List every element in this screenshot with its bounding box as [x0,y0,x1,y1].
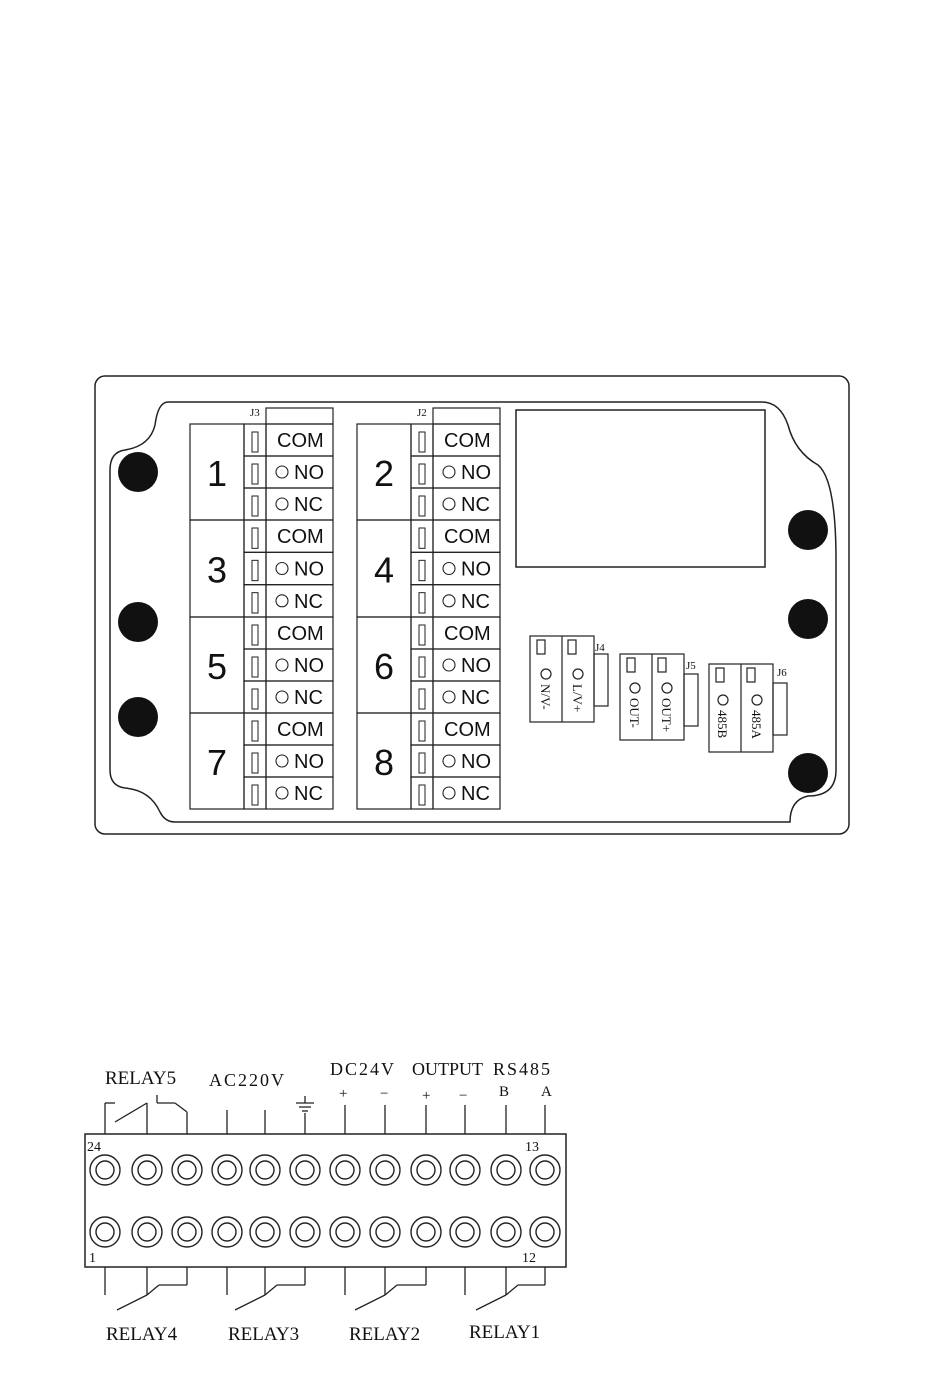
mounting-hole [118,602,158,642]
terminal-clip [411,585,433,617]
ground-icon [296,1096,314,1111]
terminal-label-no: NO [461,655,491,677]
terminal-screw [276,563,288,575]
terminal-slot [419,528,425,548]
terminal-screw-inner [456,1161,474,1179]
terminal-slot [419,432,425,452]
terminal-slot [252,528,258,548]
terminal-label-nc: NC [461,590,490,613]
wire [506,1285,518,1295]
terminal-label-no: NO [294,655,324,677]
terminal-label-nc: NC [294,783,323,805]
wire [385,1285,397,1295]
relay-number: 3 [206,549,228,591]
terminal-screw-inner [96,1161,114,1179]
j5-pin-label: OUT- [627,698,642,728]
label-a: A [541,1084,552,1100]
j4-pin-label: N/V- [538,684,553,710]
terminal-clip [244,488,266,520]
terminal-slot [252,464,258,484]
terminal-screw-inner [218,1161,236,1179]
terminal-clip [411,424,433,456]
terminal-screw-outer [330,1155,360,1185]
terminal-label-nc: NC [294,494,323,516]
terminal-label-com: COM [277,623,324,645]
terminal-slot [252,432,258,452]
connector-header [266,408,333,424]
terminal-clip [411,488,433,520]
terminal-slot [252,625,258,645]
terminal-screw [443,787,455,799]
terminal-screw-outer [212,1155,242,1185]
relay-number: 5 [206,646,228,687]
connector-label-j4: J4 [595,642,605,654]
terminal-screw [443,595,455,607]
terminal-screw-inner [138,1161,156,1179]
connector-label-j6: J6 [777,667,787,679]
terminal-label-com: COM [444,719,491,741]
terminal-screw [443,755,455,767]
terminal-label-com: COM [444,526,491,549]
label-b: B [499,1084,510,1100]
terminal-screw [276,659,288,671]
terminal-screw-inner [536,1161,554,1179]
relay-number: 8 [373,742,395,783]
terminal-slot [419,560,425,580]
terminal-screw-outer [450,1155,480,1185]
terminal-screw-outer [212,1217,242,1247]
label-rs485: RS485 [493,1059,553,1079]
terminal-label-no: NO [294,462,324,484]
connector-label-j3: J3 [250,407,260,419]
terminal-screw-inner [417,1223,435,1241]
terminal-screw-inner [336,1223,354,1241]
terminal-screw-outer [370,1155,400,1185]
terminal-slot [419,625,425,645]
mounting-hole [788,753,828,793]
terminal-slot [252,785,258,805]
relay-terminal-groups [190,408,500,809]
terminal-screw-outer [330,1217,360,1247]
terminal-wiring [105,1095,545,1310]
connector-header [433,408,500,424]
terminal-screw-outer [90,1217,120,1247]
wire [147,1285,159,1295]
terminal-screw-outer [530,1217,560,1247]
terminal-screw [276,787,288,799]
label-relay3: RELAY3 [228,1324,300,1345]
terminal-label-nc: NC [461,783,490,805]
terminal-clip [244,617,266,649]
relay-number: 2 [373,453,395,494]
terminal-slot [419,721,425,741]
terminal-screw [276,498,288,510]
relay-number: 6 [373,646,395,687]
terminal-label-no: NO [461,751,491,773]
terminal-screw-inner [336,1161,354,1179]
terminal-screw [443,659,455,671]
connector-j6 [709,664,787,752]
relay-number: 1 [206,453,228,494]
terminal-label-nc: NC [294,687,323,709]
terminal-clip [411,777,433,809]
terminal-clip [244,745,266,777]
sign-minus: − [380,1086,389,1102]
terminal-screw-inner [178,1161,196,1179]
terminal-label-no: NO [461,462,491,484]
terminal-label-com: COM [277,430,324,452]
wire [265,1285,277,1295]
terminal-label-com: COM [277,719,324,741]
terminal-label-no: NO [461,558,491,581]
terminal-clip [411,649,433,681]
terminal-screw-outer [491,1155,521,1185]
terminal-screw-outer [370,1217,400,1247]
terminal-label-com: COM [444,623,491,645]
terminal-label-no: NO [294,751,324,773]
wire [235,1295,265,1310]
terminal-screw-outer [132,1155,162,1185]
terminal-clip [411,713,433,745]
display-window [516,410,765,567]
terminal-screw [443,563,455,575]
sign-minus: − [459,1088,468,1104]
terminal-screw-inner [456,1223,474,1241]
terminal-clip [244,520,266,552]
label-relay4: RELAY4 [106,1324,178,1345]
mounting-hole [118,452,158,492]
terminal-clip [411,552,433,584]
terminal-screw-inner [178,1223,196,1241]
terminal-slot [252,593,258,613]
terminal-screw [276,595,288,607]
j6-pin-label: 485B [715,710,730,739]
terminal-label-nc: NC [294,590,323,613]
terminal-screw-outer [250,1217,280,1247]
terminal-screw-inner [218,1223,236,1241]
label-ac220v: AC220V [209,1070,287,1090]
pin-number-13: 13 [525,1140,539,1155]
terminal-clip [244,552,266,584]
terminal-screw-outer [90,1155,120,1185]
terminal-screw-inner [376,1223,394,1241]
terminal-screw-outer [132,1217,162,1247]
label-relay2: RELAY2 [349,1324,421,1345]
terminal-screw-outer [172,1155,202,1185]
terminal-clip [411,617,433,649]
terminal-label-com: COM [444,430,491,452]
terminal-screw-inner [296,1161,314,1179]
label-relay5: RELAY5 [105,1068,177,1089]
terminal-screw-outer [530,1155,560,1185]
mounting-hole [788,599,828,639]
terminal-slot [252,753,258,773]
terminal-screw-outer [450,1217,480,1247]
terminal-screw-inner [256,1161,274,1179]
terminal-slot [419,785,425,805]
terminal-slot [252,560,258,580]
terminal-screw [276,466,288,478]
wire [355,1295,385,1310]
pin-number-1: 1 [89,1251,96,1266]
terminal-screw-outer [411,1217,441,1247]
wire [115,1103,147,1122]
terminal-clip [411,681,433,713]
j5-pin-label: OUT+ [659,698,674,733]
pin-number-12: 12 [522,1251,536,1266]
terminal-label-nc: NC [461,687,490,709]
terminal-label-no: NO [294,558,324,581]
terminal-screw [276,755,288,767]
terminal-slot [252,657,258,677]
terminal-screw-inner [296,1223,314,1241]
terminal-screw-inner [497,1161,515,1179]
terminal-slot [252,721,258,741]
terminal-screw-inner [138,1223,156,1241]
mounting-hole [788,510,828,550]
terminal-slot [252,689,258,709]
wire [175,1103,187,1112]
terminal-clip [244,424,266,456]
terminal-slot [252,496,258,516]
sign-plus: + [339,1086,348,1102]
terminal-screw-inner [536,1223,554,1241]
pin-number-24: 24 [87,1140,101,1155]
terminal-screw-outer [250,1155,280,1185]
sign-plus: + [422,1088,431,1104]
terminal-clip [411,456,433,488]
label-relay1: RELAY1 [469,1322,541,1343]
terminal-screws [90,1155,560,1247]
mounting-hole [118,697,158,737]
connector-label-j5: J5 [686,660,696,672]
label-output: OUTPUT [412,1059,483,1079]
j4-pin-label: L/V+ [570,684,585,713]
wire [117,1295,147,1310]
terminal-screw-inner [376,1161,394,1179]
terminal-screw-outer [491,1217,521,1247]
terminal-screw [443,466,455,478]
terminal-clip [411,520,433,552]
terminal-label-com: COM [277,526,324,549]
terminal-slot [419,496,425,516]
terminal-clip [244,681,266,713]
connector-label-j2: J2 [417,407,427,419]
terminal-clip [244,777,266,809]
terminal-block [85,1095,566,1310]
terminal-screw-inner [497,1223,515,1241]
terminal-label-nc: NC [461,494,490,516]
relay-number: 7 [206,742,228,783]
terminal-clip [244,713,266,745]
terminal-screw-inner [96,1223,114,1241]
terminal-clip [244,649,266,681]
terminal-screw-outer [290,1217,320,1247]
label-dc24v: DC24V [330,1059,397,1079]
terminal-screw-outer [290,1155,320,1185]
wire [476,1295,506,1310]
terminal-slot [419,753,425,773]
relay-number: 4 [373,549,395,591]
terminal-clip [244,456,266,488]
terminal-screw-outer [172,1217,202,1247]
terminal-screw [443,691,455,703]
terminal-screw-inner [256,1223,274,1241]
terminal-screw-outer [411,1155,441,1185]
terminal-slot [419,689,425,709]
terminal-slot [419,593,425,613]
terminal-slot [419,657,425,677]
terminal-clip [244,585,266,617]
terminal-block-body [85,1134,566,1267]
terminal-clip [411,745,433,777]
terminal-screw [443,498,455,510]
terminal-slot [419,464,425,484]
terminal-screw-inner [417,1161,435,1179]
j6-pin-label: 485A [749,710,764,739]
terminal-screw [276,691,288,703]
